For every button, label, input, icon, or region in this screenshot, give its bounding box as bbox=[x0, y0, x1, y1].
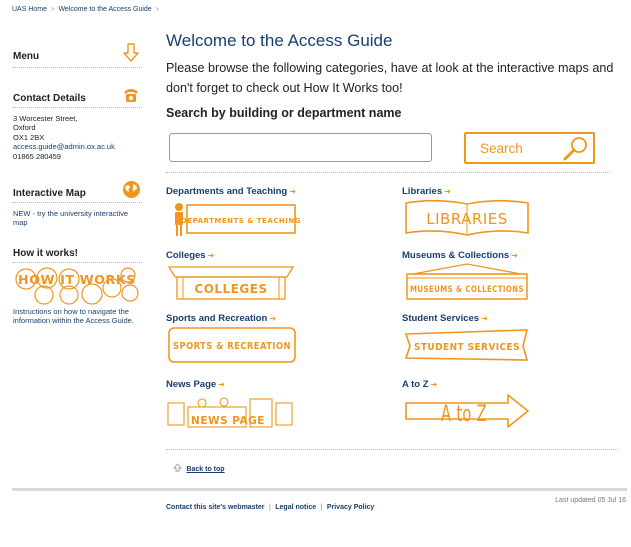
search-button-label: Search bbox=[480, 141, 523, 156]
category-sports-link[interactable] bbox=[166, 313, 276, 324]
departments-image[interactable] bbox=[169, 199, 301, 237]
category-libraries-link[interactable] bbox=[402, 186, 451, 197]
contact-heading: Contact Details bbox=[13, 93, 86, 104]
address-line: Oxford bbox=[13, 123, 36, 133]
category-title: A to Z bbox=[402, 379, 429, 390]
category-a-to-z-link[interactable] bbox=[402, 379, 437, 390]
museums-image-text: MUSEUMS & COLLECTIONS bbox=[410, 285, 524, 295]
back-to-top-label: Back to top bbox=[186, 466, 225, 473]
sports-image[interactable] bbox=[168, 326, 298, 364]
footer-links bbox=[166, 496, 374, 514]
address-line: 3 Worcester Street, bbox=[13, 114, 78, 123]
contact-email-link[interactable]: access.guide@admin.ox.ac.uk bbox=[13, 142, 115, 152]
how-it-works-link[interactable]: Instructions on how to navigate the information within the Access Guide. bbox=[13, 307, 134, 326]
menu-heading[interactable]: Menu bbox=[13, 51, 40, 62]
arrow-icon: ➜ bbox=[207, 251, 215, 260]
page-title: Welcome to the Access Guide bbox=[166, 31, 393, 50]
news-page-image-text: NEWS PAGE bbox=[191, 415, 265, 427]
divider bbox=[12, 107, 142, 108]
footer-bar bbox=[12, 488, 627, 491]
divider bbox=[12, 262, 142, 263]
privacy-policy-link[interactable]: Privacy Policy bbox=[326, 504, 375, 511]
arrow-icon: ➜ bbox=[481, 314, 488, 323]
footer-separator: | bbox=[268, 504, 271, 511]
breadcrumb-separator: > bbox=[155, 7, 160, 13]
arrow-icon: ➜ bbox=[289, 187, 296, 196]
breadcrumb-separator: > bbox=[50, 7, 55, 13]
libraries-image[interactable] bbox=[403, 198, 531, 238]
search-input[interactable] bbox=[169, 133, 432, 162]
breadcrumb-home-link[interactable]: UAS Home bbox=[12, 6, 48, 13]
divider bbox=[12, 67, 142, 68]
how-it-works-logo[interactable] bbox=[14, 266, 140, 311]
telephone-icon bbox=[122, 86, 140, 108]
category-student-services-link[interactable] bbox=[402, 313, 488, 324]
category-title: Museums & Collections bbox=[402, 250, 510, 261]
postcode: OX1 2BX bbox=[13, 132, 45, 142]
student-services-image[interactable] bbox=[403, 326, 531, 364]
divider bbox=[166, 449, 618, 450]
category-news-link[interactable] bbox=[166, 379, 225, 390]
divider bbox=[166, 172, 610, 173]
intro-text: Please browse the following categories, have at look at the interactive maps and don't forget to check out How It Works too! bbox=[166, 61, 614, 95]
contact-phone: 01865 280459 bbox=[13, 151, 61, 161]
a-to-z-image[interactable] bbox=[404, 391, 530, 431]
libraries-image-text: LIBRARIES bbox=[426, 210, 508, 228]
menu-arrow-icon[interactable] bbox=[122, 43, 140, 68]
category-title: News Page bbox=[166, 379, 217, 390]
breadcrumb bbox=[12, 6, 161, 13]
arrow-icon: ➜ bbox=[218, 380, 225, 389]
sports-image-text: SPORTS & RECREATION bbox=[173, 341, 291, 352]
footer-separator: | bbox=[320, 504, 323, 511]
search-button[interactable] bbox=[464, 132, 595, 164]
arrow-icon: ➜ bbox=[430, 380, 438, 389]
category-museums-link[interactable] bbox=[402, 250, 518, 261]
category-title: Sports and Recreation bbox=[166, 313, 268, 324]
category-colleges-link[interactable] bbox=[166, 250, 214, 261]
how-it-works-heading: How it works! bbox=[13, 248, 79, 259]
back-to-top-link[interactable] bbox=[173, 458, 225, 476]
interactive-map-link[interactable]: NEW - try the university interactive map bbox=[13, 209, 129, 228]
arrow-icon: ➜ bbox=[444, 187, 451, 196]
legal-notice-link[interactable]: Legal notice bbox=[275, 504, 317, 511]
news-page-image[interactable] bbox=[166, 391, 296, 431]
colleges-image[interactable] bbox=[167, 263, 295, 301]
how-it-works-logo-text: HOW IT WORKS bbox=[18, 273, 136, 287]
breadcrumb-current-link[interactable]: Welcome to the Access Guide bbox=[58, 6, 152, 13]
webmaster-link[interactable]: Contact this site's webmaster bbox=[166, 504, 265, 511]
back-to-top-icon bbox=[173, 463, 182, 472]
category-title: Student Services bbox=[402, 313, 480, 324]
museums-image[interactable] bbox=[403, 262, 531, 302]
category-departments-link[interactable] bbox=[166, 186, 296, 197]
contact-details bbox=[13, 114, 143, 161]
category-title: Colleges bbox=[166, 250, 206, 261]
category-title: Departments and Teaching bbox=[166, 186, 288, 197]
arrow-icon: ➜ bbox=[269, 314, 277, 323]
student-services-image-text: STUDENT SERVICES bbox=[414, 342, 520, 353]
magnifier-icon bbox=[560, 135, 590, 163]
last-updated: Last updated 05 Jul 16 bbox=[555, 497, 626, 504]
interactive-map-heading[interactable]: Interactive Map bbox=[13, 188, 86, 199]
category-title: Libraries bbox=[402, 186, 443, 197]
globe-icon[interactable] bbox=[122, 180, 141, 204]
a-to-z-image-text: A to Z bbox=[441, 402, 487, 427]
divider bbox=[12, 202, 142, 203]
arrow-icon: ➜ bbox=[511, 251, 518, 260]
search-heading: Search by building or department name bbox=[166, 106, 402, 120]
departments-image-text: DEPARTMENTS & TEACHING bbox=[181, 217, 301, 225]
colleges-image-text: COLLEGES bbox=[194, 282, 268, 296]
